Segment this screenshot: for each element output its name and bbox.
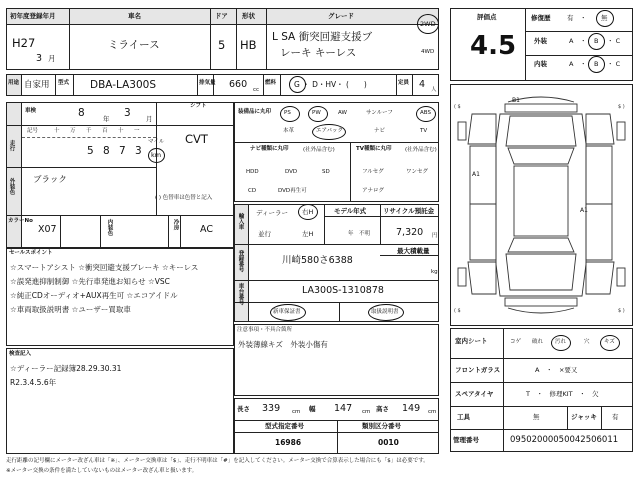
- nav-opt-0: HDD: [246, 169, 259, 175]
- digit-label-4: 十: [118, 128, 124, 134]
- interior-color-label: 内装色: [106, 219, 113, 236]
- chassis-label: 車台番号: [237, 283, 244, 305]
- tool-value: 無: [533, 413, 540, 421]
- interior-seat-label: 室内シート: [455, 337, 488, 345]
- equip-item2-1: エアバック: [316, 128, 344, 134]
- new-car-warranty: 新車保証書: [273, 309, 301, 315]
- digit-label-3: 百: [102, 128, 108, 134]
- capacity-label: 定員: [398, 80, 410, 86]
- equip-item-0: PS: [284, 110, 291, 116]
- recycle-value: 7,320: [396, 227, 424, 238]
- nav-opt-4: DVD再生可: [278, 188, 307, 194]
- control-no-label: 管理番号: [453, 436, 479, 444]
- inspection-month-unit: 月: [146, 115, 153, 123]
- seat-opt-1: 破れ: [532, 339, 544, 345]
- sales-point-2: ☆誤発進抑制制御 ☆先行車発進お知らせ ☆VSC: [10, 277, 170, 286]
- first-reg-month-unit: 月: [48, 54, 56, 63]
- displacement-label: 排気量: [199, 80, 216, 86]
- footer-line1: 走行距離の記号欄にメーター改ざん車は「※」、メーター交換車は「$」、走行不明車は「#」を記入してください。メーター交換で合算表示した場合にも「$」は必要です。: [6, 458, 429, 464]
- car-name-label: 車名: [128, 12, 141, 20]
- grade-line2: レーキ キーレス: [280, 47, 357, 59]
- fuel-options: G ・ D・HV・ ( ): [294, 80, 367, 89]
- body-type: HB: [240, 38, 257, 52]
- mileage-digit-2: 8: [103, 145, 110, 157]
- mileage-row-label: 走行: [8, 140, 15, 151]
- type-designation-label: 型式指定番号: [265, 422, 304, 430]
- interior-label: 内装: [534, 60, 547, 68]
- car-diagram: [450, 84, 633, 326]
- equip-item-4: ABS: [420, 110, 431, 116]
- chassis-no: LA300S-1310878: [302, 285, 384, 296]
- manual: 取扱説明書: [371, 309, 399, 315]
- first-reg-label: 初年度登録年月: [10, 12, 56, 20]
- drive-4wd: 4WD: [421, 49, 435, 55]
- exterior-selected: B: [594, 37, 599, 45]
- defects-text: 外装薄線キズ 外装小傷有: [238, 340, 328, 349]
- equip-item2-3: TV: [420, 128, 428, 134]
- exterior-label: 外装: [534, 37, 547, 45]
- nav-header: ナビ種類に丸印: [250, 146, 289, 152]
- score-value: 4.5: [470, 31, 517, 61]
- person-unit: 人: [431, 87, 437, 93]
- seat-opt-3: 穴: [584, 339, 590, 345]
- front-glass-label: フロントガラス: [455, 366, 501, 374]
- footer-line2: ※メーター交換の条件を満たしていないものはメーター改ざん車と扱います。: [6, 468, 198, 474]
- digit-label-1: 万: [70, 128, 76, 134]
- width-label: 幅: [309, 405, 316, 413]
- jack-value: 有: [612, 413, 619, 421]
- repair-options: 有 ・: [567, 14, 587, 22]
- shift: CVT: [185, 132, 208, 146]
- width: 147: [334, 403, 353, 414]
- seat-opt-0: コゲ: [510, 339, 522, 345]
- grade-label: グレード: [328, 12, 354, 20]
- reg-no-label: 登録番号: [237, 250, 244, 272]
- unit-mile: マイル: [148, 139, 165, 145]
- equipment-label: 装備品に丸印: [238, 109, 272, 115]
- first-reg-month: 3: [36, 53, 43, 64]
- tv-header: TV種類に丸印: [356, 146, 392, 152]
- equip-item2-0: 本革: [283, 128, 295, 134]
- capacity: 4: [419, 79, 426, 90]
- control-no: 09502000050042506011: [510, 435, 619, 445]
- unit-km: km: [151, 151, 162, 159]
- shift-label: シフト: [190, 103, 207, 109]
- repair-label: 修復歴: [531, 14, 551, 22]
- type-designation: 16986: [275, 438, 302, 447]
- equip-item-1: PW: [312, 110, 321, 116]
- sales-point-4: ☆車両取扱説明書 ☆ユーザー買取車: [10, 305, 131, 314]
- diagram-label-a1-right: A1: [580, 207, 588, 214]
- spare-tire-value: T ・ 修理KIT ・ 欠: [526, 390, 599, 398]
- nav-opt-1: DVD: [285, 169, 298, 175]
- equip-item2-2: ナビ: [374, 128, 386, 134]
- mileage-digit-4: 3: [135, 145, 142, 157]
- sales-points-label: セールスポイント: [9, 250, 53, 256]
- model-year-value: 年 不明: [348, 231, 371, 237]
- mileage-digit-3: 7: [119, 145, 126, 157]
- tv-opt-0: フルセグ: [362, 169, 384, 175]
- nav-note: (社外品含む): [303, 147, 335, 153]
- model-label: 型式: [58, 80, 70, 86]
- tool-label: 工具: [457, 413, 470, 421]
- color-no: X07: [38, 224, 57, 235]
- diagram-bracket-tr: $ ): [618, 104, 625, 110]
- reg-no: 川崎580さ6388: [282, 255, 353, 266]
- equip-item-2: AW: [338, 110, 347, 116]
- color-no-label: カラーNo: [8, 218, 33, 224]
- length: 339: [262, 403, 281, 414]
- tv-opt-2: アナログ: [362, 188, 385, 194]
- exterior-color-label: 外装色: [8, 178, 15, 195]
- interior-selected: B: [594, 60, 599, 68]
- max-load-kg: kg: [431, 269, 438, 275]
- exterior-color: ブラック: [33, 175, 67, 185]
- use: 自家用: [24, 80, 50, 90]
- nav-opt-2: SD: [322, 169, 330, 175]
- length-cm: cm: [292, 409, 301, 415]
- grade-line1: L SA 衝突回避支援ブ: [272, 31, 373, 43]
- tv-note: (社外品含む): [405, 147, 437, 153]
- doors-label: ドア: [215, 12, 228, 20]
- inspector-notes-label: 検査記入: [9, 351, 32, 357]
- diagram-label-b1: B1: [512, 97, 520, 104]
- digit-label-0: 十: [54, 128, 60, 134]
- car-name: ミライース: [108, 39, 160, 51]
- tv-opt-1: ワンセグ: [406, 169, 429, 175]
- fuel-label: 燃料: [265, 80, 277, 86]
- drive-2wd: 2WD: [420, 20, 436, 28]
- doors: 5: [218, 38, 226, 52]
- defects-label: 注意事項・不具合箇所: [237, 327, 293, 333]
- score-label: 評価点: [477, 13, 497, 21]
- height: 149: [402, 403, 421, 414]
- front-glass-value: A ・ ×要又: [535, 366, 578, 374]
- inspection-year-unit: 年: [103, 115, 110, 123]
- inspector-note-1: ☆ディーラー記録簿28.29.30.31: [10, 364, 122, 373]
- ac-label: 冷房: [172, 219, 179, 230]
- width-cm: cm: [362, 409, 371, 415]
- cc: cc: [253, 87, 260, 93]
- nav-opt-3: CD: [248, 188, 257, 194]
- parallel-label: 並行: [258, 230, 271, 238]
- height-label: 高さ: [376, 405, 389, 413]
- model-year-label: モデル年式: [334, 207, 367, 215]
- seat-opt-4: キズ: [604, 339, 615, 345]
- body-type-label: 形状: [242, 12, 255, 20]
- height-cm: cm: [428, 409, 437, 415]
- dealer-label: ディーラー: [256, 209, 288, 217]
- left-h: 左H: [302, 230, 314, 238]
- category-label: 類別区分番号: [362, 422, 401, 430]
- inspector-note-2: R2.3.4.5.6年: [10, 378, 57, 387]
- digit-label-5: 一: [134, 128, 140, 134]
- first-reg-era: H27: [12, 36, 36, 50]
- seat-opt-2: 汚れ: [555, 339, 567, 345]
- sales-point-1: ☆スマートアシスト ☆衝突回避支援ブレーキ ☆キーレス: [10, 263, 199, 272]
- inspection-year: 8: [78, 107, 85, 119]
- use-label: 用途: [8, 80, 20, 86]
- diagram-label-a1-left: A1: [472, 171, 480, 178]
- repair-selected: 無: [601, 14, 608, 22]
- ac: AC: [200, 224, 213, 235]
- recycle-label: リサイクル預託金: [383, 207, 435, 215]
- mileage-digit-1: 5: [87, 145, 94, 157]
- digit-label-2: 千: [86, 128, 92, 134]
- inspection-month: 3: [124, 107, 131, 119]
- inspection-label: 車検: [25, 108, 37, 114]
- exterior-c: ・ C: [607, 37, 621, 45]
- row2-section: [6, 74, 439, 96]
- length-label: 長さ: [237, 405, 250, 413]
- diagram-bracket-tl: ( $: [454, 104, 461, 110]
- category: 0010: [378, 438, 399, 447]
- interior-options: A ・: [569, 60, 587, 68]
- recycle-yen: 円: [432, 233, 438, 239]
- sales-point-3: ☆純正CDオーディオ+AUX再生可 ☆エコアイドル: [10, 291, 178, 300]
- displacement: 660: [229, 79, 248, 90]
- interior-c: ・ C: [607, 60, 621, 68]
- defects-section: [234, 324, 439, 396]
- import-label: 輸入車: [237, 213, 244, 230]
- dealer-value: 右H: [302, 208, 314, 216]
- max-load-label: 最大積載量: [397, 247, 430, 255]
- color-note: ( ) 色替車は色替と記入: [155, 195, 213, 201]
- spare-tire-label: スペアタイヤ: [455, 390, 494, 398]
- diagram-bracket-bl: ( $: [454, 308, 461, 314]
- diagram-bracket-br: $ ): [618, 308, 625, 314]
- equip-item-3: サンルーフ: [366, 110, 393, 116]
- exterior-options: A ・: [569, 37, 587, 45]
- mileage-symbol-label: 記号: [27, 128, 39, 134]
- jack-label: ジャッキ: [571, 413, 597, 421]
- model: DBA-LA300S: [90, 79, 157, 91]
